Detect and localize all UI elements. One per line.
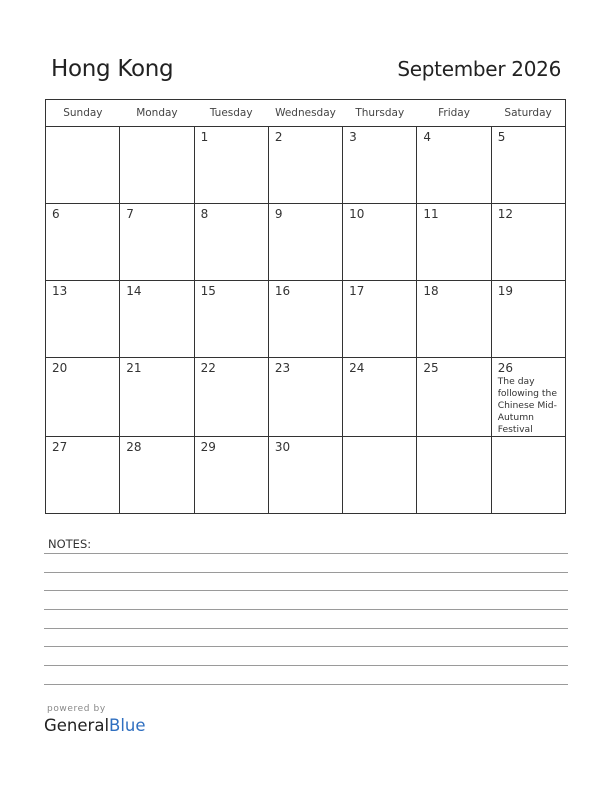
powered-by-label: powered by — [47, 704, 106, 714]
month-year-label: September 2026 — [397, 57, 561, 81]
day-number: 8 — [200, 207, 209, 221]
day-cell-6 — [46, 204, 120, 281]
day-cell-15 — [194, 281, 268, 358]
day-number: 7 — [126, 207, 134, 221]
empty-day-cell — [417, 437, 491, 514]
weekday-sunday: Sunday — [46, 100, 120, 127]
day-number: 12 — [497, 207, 513, 221]
day-number: 23 — [274, 361, 291, 375]
week-row — [46, 437, 566, 514]
day-cell-4 — [417, 127, 491, 204]
day-cell-11 — [417, 204, 491, 281]
day-cell-18 — [417, 281, 491, 358]
note-line — [44, 609, 568, 610]
day-number: 2 — [274, 130, 283, 144]
day-number: 26 — [497, 361, 513, 375]
day-number: 14 — [126, 284, 142, 298]
day-number: 28 — [126, 440, 142, 454]
day-cell-13 — [46, 281, 120, 358]
page-title: Hong Kong — [51, 56, 174, 82]
note-line — [44, 684, 568, 685]
day-cell-30 — [268, 437, 342, 514]
day-cell-23 — [268, 358, 342, 437]
weekday-friday: Friday — [417, 100, 491, 127]
day-cell-1 — [194, 127, 268, 204]
day-number: 19 — [497, 284, 513, 298]
day-cell-16 — [268, 281, 342, 358]
day-cell-21 — [120, 358, 194, 437]
day-number: 17 — [349, 284, 365, 298]
weekday-wednesday: Wednesday — [268, 100, 342, 127]
note-line — [44, 646, 568, 647]
day-cell-28 — [120, 437, 194, 514]
day-number: 18 — [423, 284, 439, 298]
day-number: 3 — [349, 130, 357, 144]
day-number: 6 — [52, 207, 60, 221]
day-number: 27 — [52, 440, 68, 454]
day-cell-3 — [343, 127, 417, 204]
day-cell-7 — [120, 204, 194, 281]
notes-label: NOTES: — [48, 537, 92, 551]
day-cell-9 — [268, 204, 342, 281]
day-number: 21 — [126, 361, 142, 375]
day-number: 30 — [274, 440, 291, 454]
day-number: 15 — [200, 284, 216, 298]
note-line — [44, 628, 568, 629]
week-row — [46, 358, 566, 437]
day-number: 4 — [423, 130, 432, 144]
day-number: 5 — [497, 130, 506, 144]
day-cell-14 — [120, 281, 194, 358]
weekday-header-row — [46, 100, 566, 127]
day-cell-5 — [491, 127, 565, 204]
day-cell-2 — [268, 127, 342, 204]
day-cell-27 — [46, 437, 120, 514]
week-row — [46, 204, 566, 281]
day-number: 25 — [423, 361, 439, 375]
empty-day-cell — [46, 127, 120, 204]
day-cell-26 — [491, 358, 565, 437]
day-cell-24 — [343, 358, 417, 437]
day-number: 16 — [274, 284, 291, 298]
day-cell-8 — [194, 204, 268, 281]
empty-day-cell — [343, 437, 417, 514]
day-number: 10 — [349, 207, 365, 221]
day-number: 11 — [423, 207, 439, 221]
day-number: 29 — [200, 440, 216, 454]
brand-blue: Blue — [109, 716, 146, 735]
day-cell-19 — [491, 281, 565, 358]
calendar-grid — [45, 99, 566, 512]
day-cell-12 — [491, 204, 565, 281]
weekday-thursday: Thursday — [343, 100, 417, 127]
empty-day-cell — [491, 437, 565, 514]
day-cell-25 — [417, 358, 491, 437]
weekday-saturday: Saturday — [491, 100, 565, 127]
day-cell-22 — [194, 358, 268, 437]
note-line — [44, 572, 568, 573]
day-cell-29 — [194, 437, 268, 514]
note-line — [44, 590, 568, 591]
brand-logo — [44, 716, 146, 735]
note-line — [44, 665, 568, 666]
day-number: 24 — [349, 361, 365, 375]
day-number: 13 — [52, 284, 68, 298]
week-row — [46, 127, 566, 204]
calendar-body — [46, 127, 566, 514]
day-number: 1 — [200, 130, 209, 144]
day-cell-10 — [343, 204, 417, 281]
weekday-monday: Monday — [120, 100, 194, 127]
empty-day-cell — [120, 127, 194, 204]
day-cell-20 — [46, 358, 120, 437]
note-line — [44, 553, 568, 554]
holiday-label: The day following the Chinese Mid-Autumn Festival — [497, 376, 557, 435]
weekday-tuesday: Tuesday — [194, 100, 268, 127]
day-cell-17 — [343, 281, 417, 358]
brand-general: General — [44, 716, 110, 735]
day-number: 9 — [274, 207, 283, 221]
day-number: 20 — [52, 361, 68, 375]
week-row — [46, 281, 566, 358]
day-number: 22 — [200, 361, 216, 375]
